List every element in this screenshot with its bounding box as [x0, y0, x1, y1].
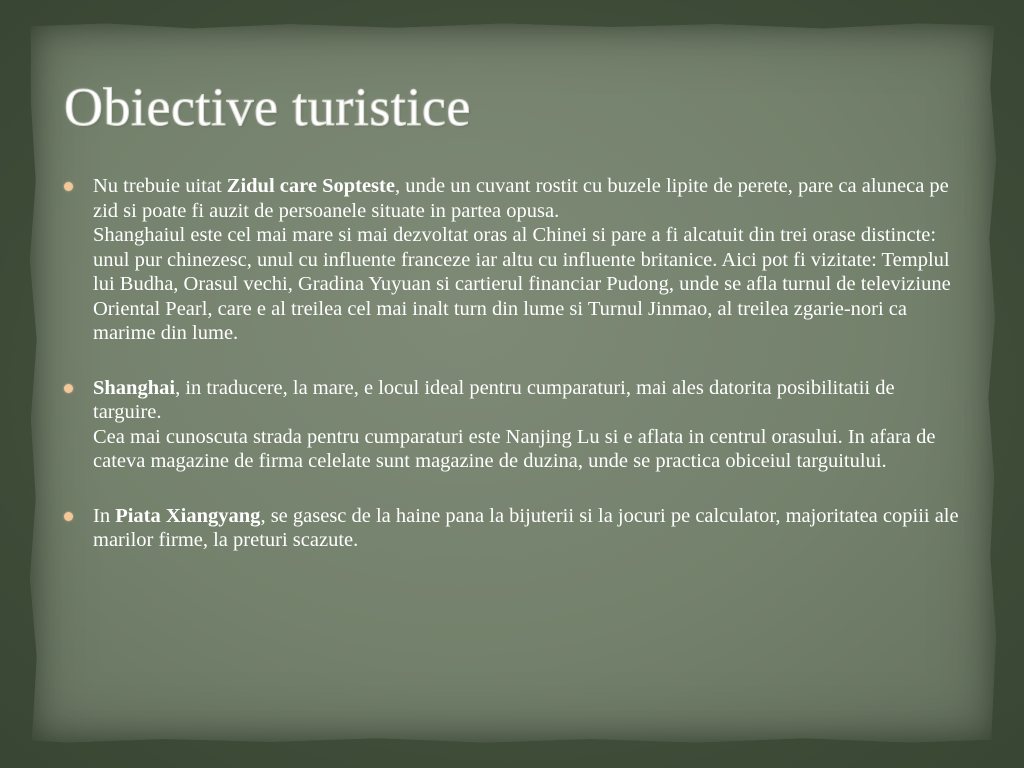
bullet-item-zidul: [64, 174, 964, 346]
bullet-bold-term: Shanghai: [93, 376, 176, 399]
bullet-paragraph: [93, 376, 964, 425]
bullet-list: [64, 174, 964, 553]
bullet-dot-icon: [64, 182, 73, 191]
bullet-text-post: , se gasesc de la haine pana la bijuterii si la jocuri pe calculator, majoritatea copiii ale marilor firme, la preturi scazute.: [93, 504, 959, 551]
bullet-text-post: , in traducere, la mare, e locul ideal pentru cumparaturi, mai ales datorita posibilitatii de targuire.: [93, 376, 895, 423]
bullet-dot-icon: [64, 512, 73, 521]
slide-content: [64, 174, 964, 583]
bullet-item-piata: [64, 504, 964, 553]
bullet-continuation: Shanghaiul este cel mai mare si mai dezvoltat oras al Chinei si pare a fi alcatuit din trei orase distincte: unul pur chinezesc, unul cu influente franceze iar altu cu influente britanice. Aici pot fi vizitate: Templul lui Budha, Orasul vechi, Gradina Yuyuan si cartierul financiar Pudong, unde se afla turnul de televiziune Oriental Pearl, care e al treilea cel mai inalt turn din lume si Turnul Jinmao, al treilea zgarie-nori ca marime din lume.: [93, 224, 951, 344]
bullet-paragraph: [93, 504, 964, 553]
bullet-text-pre: Nu trebuie uitat: [93, 175, 227, 197]
bullet-dot-icon: [64, 384, 73, 393]
bullet-text-pre: In: [93, 504, 116, 527]
bullet-paragraph: [93, 174, 964, 223]
bullet-item-shanghai: [64, 376, 964, 474]
bullet-continuation: Cea mai cunoscuta strada pentru cumparaturi este Nanjing Lu si e aflata in centrul orasului. In afara de cateva magazine de firma celelate sunt magazine de duzina, unde se practica obiceiul targuitului.: [93, 425, 936, 472]
bullet-text-post: , unde un cuvant rostit cu buzele lipite de perete, pare ca aluneca pe zid si poate fi auzit de persoanele situate in partea opusa.: [93, 175, 949, 222]
slide-title: Obiective turistice: [64, 77, 471, 137]
bullet-bold-term: Zidul care Sopteste: [226, 175, 395, 197]
bullet-bold-term: Piata Xiangyang: [115, 504, 261, 527]
